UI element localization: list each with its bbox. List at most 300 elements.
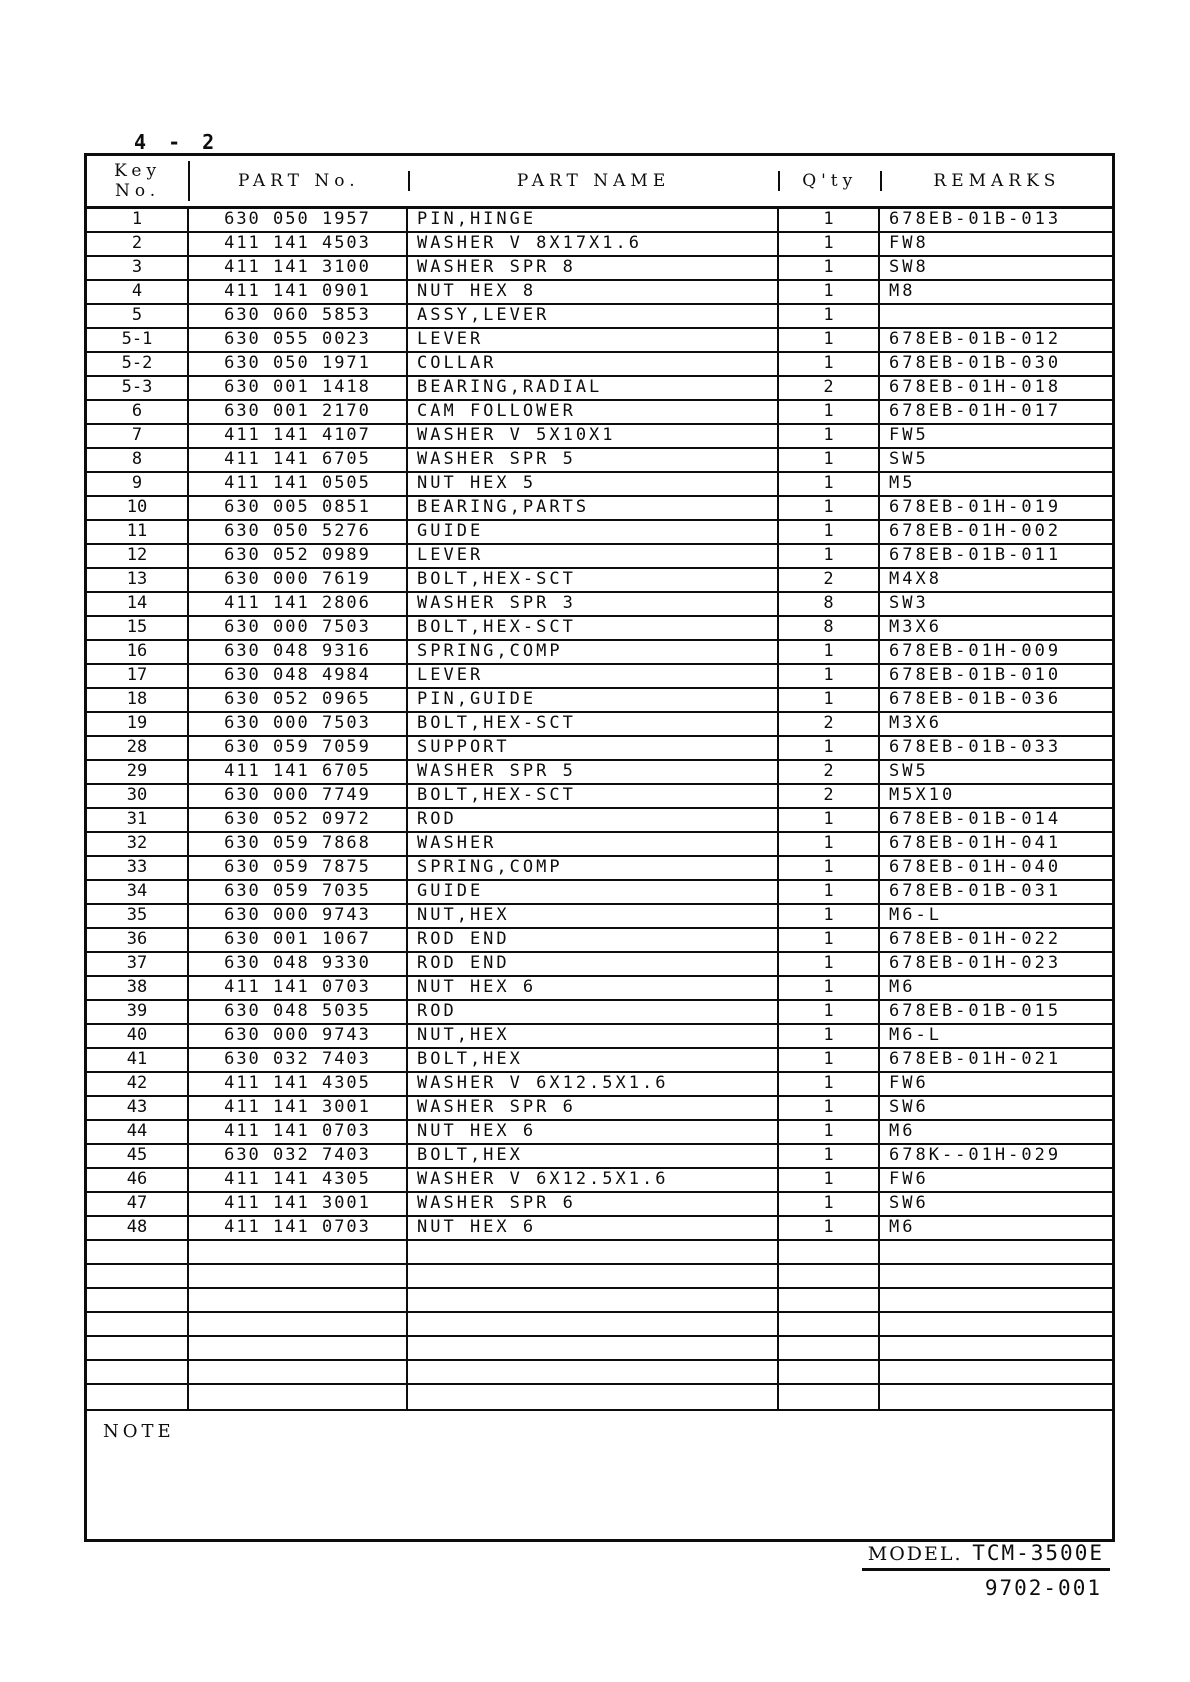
cell-empty xyxy=(189,1361,408,1383)
cell-part-name: PIN,HINGE xyxy=(408,209,779,231)
cell-part-name: ASSY,LEVER xyxy=(408,305,779,327)
cell-remarks: M5X10 xyxy=(889,785,956,805)
cell-key: 45 xyxy=(87,1145,189,1167)
cell-qty: 1 xyxy=(779,809,880,831)
cell-part-no: 630 048 9316 xyxy=(189,641,408,663)
cell-remarks: SW8 xyxy=(889,257,929,277)
cell-part-no: 411 141 4305 xyxy=(189,1169,408,1191)
cell-key: 5-3 xyxy=(87,377,189,399)
table-row-empty xyxy=(87,1265,1112,1289)
cell-key: 46 xyxy=(87,1169,189,1191)
cell-remarks: 678EB-01H-002 xyxy=(889,521,1062,541)
table-row xyxy=(87,353,1112,377)
cell-qty: 1 xyxy=(779,353,880,375)
cell-qty: 1 xyxy=(779,857,880,879)
cell-part-name: NUT,HEX xyxy=(408,905,779,927)
cell-part-name: WASHER SPR 5 xyxy=(408,449,779,471)
cell-remarks: 678EB-01B-010 xyxy=(889,665,1062,685)
cell-qty: 1 xyxy=(779,521,880,543)
cell-remarks: 678EB-01H-019 xyxy=(889,497,1062,517)
cell-key: 6 xyxy=(87,401,189,423)
cell-part-no: 630 000 7503 xyxy=(189,713,408,735)
table-row xyxy=(87,1217,1112,1241)
cell-qty: 1 xyxy=(779,1097,880,1119)
table-row xyxy=(87,857,1112,881)
cell-qty: 1 xyxy=(779,281,880,303)
cell-remarks: FW6 xyxy=(889,1169,929,1189)
cell-empty xyxy=(408,1361,779,1383)
cell-key: 44 xyxy=(87,1121,189,1143)
cell-empty xyxy=(189,1313,408,1335)
note-box xyxy=(87,1409,1112,1539)
cell-empty xyxy=(87,1385,189,1409)
table-row xyxy=(87,1001,1112,1025)
cell-key: 39 xyxy=(87,1001,189,1023)
cell-part-name: WASHER SPR 6 xyxy=(408,1193,779,1215)
cell-part-name: NUT,HEX xyxy=(408,1025,779,1047)
cell-remarks: 678EB-01H-009 xyxy=(889,641,1062,661)
cell-part-no: 630 005 0851 xyxy=(189,497,408,519)
cell-part-name: COLLAR xyxy=(408,353,779,375)
cell-qty: 1 xyxy=(779,1073,880,1095)
cell-part-no: 630 059 7035 xyxy=(189,881,408,903)
cell-remarks: SW6 xyxy=(889,1097,929,1117)
table-row xyxy=(87,257,1112,281)
table-row xyxy=(87,953,1112,977)
cell-empty xyxy=(189,1265,408,1287)
cell-remarks: 678EB-01B-015 xyxy=(889,1001,1062,1021)
cell-key: 11 xyxy=(87,521,189,543)
table-row-empty xyxy=(87,1313,1112,1337)
cell-qty: 2 xyxy=(779,569,880,591)
cell-part-no: 411 141 0703 xyxy=(189,977,408,999)
table-row xyxy=(87,689,1112,713)
cell-qty: 1 xyxy=(779,425,880,447)
cell-remarks: M6 xyxy=(889,1217,916,1237)
table-row xyxy=(87,665,1112,689)
cell-key: 28 xyxy=(87,737,189,759)
cell-part-no: 630 048 4984 xyxy=(189,665,408,687)
cell-remarks: 678EB-01H-018 xyxy=(889,377,1062,397)
cell-part-no: 630 048 9330 xyxy=(189,953,408,975)
cell-empty xyxy=(779,1337,880,1359)
cell-key: 30 xyxy=(87,785,189,807)
cell-empty xyxy=(87,1241,189,1263)
cell-empty xyxy=(880,1265,1112,1287)
table-row xyxy=(87,209,1112,233)
cell-key: 42 xyxy=(87,1073,189,1095)
header-remarks: REMARKS xyxy=(933,171,1061,191)
cell-empty xyxy=(87,1313,189,1335)
cell-part-no: 411 141 4305 xyxy=(189,1073,408,1095)
cell-empty xyxy=(779,1385,880,1409)
cell-qty: 2 xyxy=(779,785,880,807)
cell-part-name: ROD xyxy=(408,809,779,831)
cell-remarks: 678EB-01B-033 xyxy=(889,737,1062,757)
cell-key: 47 xyxy=(87,1193,189,1215)
cell-empty xyxy=(408,1337,779,1359)
cell-qty: 1 xyxy=(779,1217,880,1239)
cell-remarks: 678EB-01B-036 xyxy=(889,689,1062,709)
cell-qty: 1 xyxy=(779,401,880,423)
model-line xyxy=(862,1541,1110,1571)
cell-part-name: NUT HEX 6 xyxy=(408,1217,779,1239)
table-row-empty xyxy=(87,1241,1112,1265)
cell-part-no: 411 141 6705 xyxy=(189,761,408,783)
cell-part-no: 411 141 0703 xyxy=(189,1217,408,1239)
cell-key: 16 xyxy=(87,641,189,663)
cell-remarks xyxy=(880,305,1112,327)
cell-qty: 8 xyxy=(779,617,880,639)
cell-key: 5 xyxy=(87,305,189,327)
cell-part-name: WASHER V 6X12.5X1.6 xyxy=(408,1169,779,1191)
cell-empty xyxy=(779,1265,880,1287)
cell-remarks: 678EB-01H-017 xyxy=(889,401,1062,421)
cell-remarks: 678EB-01H-021 xyxy=(889,1049,1062,1069)
cell-key: 19 xyxy=(87,713,189,735)
table-row xyxy=(87,1193,1112,1217)
parts-table xyxy=(84,153,1115,1542)
table-row xyxy=(87,833,1112,857)
cell-part-no: 630 059 7868 xyxy=(189,833,408,855)
cell-part-name: BEARING,PARTS xyxy=(408,497,779,519)
cell-part-no: 630 052 0972 xyxy=(189,809,408,831)
table-row xyxy=(87,881,1112,905)
cell-qty: 1 xyxy=(779,305,880,327)
cell-qty: 1 xyxy=(779,665,880,687)
cell-qty: 2 xyxy=(779,377,880,399)
cell-key: 7 xyxy=(87,425,189,447)
table-row xyxy=(87,1049,1112,1073)
cell-part-name: LEVER xyxy=(408,329,779,351)
table-row xyxy=(87,497,1112,521)
cell-remarks: FW8 xyxy=(889,233,929,253)
cell-part-name: WASHER V 6X12.5X1.6 xyxy=(408,1073,779,1095)
cell-key: 33 xyxy=(87,857,189,879)
cell-key: 1 xyxy=(87,209,189,231)
cell-empty xyxy=(87,1361,189,1383)
cell-part-no: 630 001 1418 xyxy=(189,377,408,399)
cell-key: 5-2 xyxy=(87,353,189,375)
cell-key: 32 xyxy=(87,833,189,855)
cell-empty xyxy=(87,1265,189,1287)
cell-part-no: 630 048 5035 xyxy=(189,1001,408,1023)
cell-empty xyxy=(779,1241,880,1263)
cell-part-name: WASHER V 5X10X1 xyxy=(408,425,779,447)
cell-qty: 1 xyxy=(779,689,880,711)
table-row-empty xyxy=(87,1289,1112,1313)
cell-empty xyxy=(779,1361,880,1383)
cell-key: 40 xyxy=(87,1025,189,1047)
cell-key: 10 xyxy=(87,497,189,519)
cell-qty: 2 xyxy=(779,761,880,783)
cell-empty xyxy=(87,1337,189,1359)
cell-part-name: ROD END xyxy=(408,953,779,975)
cell-remarks: 678EB-01B-031 xyxy=(889,881,1062,901)
table-row xyxy=(87,569,1112,593)
cell-remarks: 678EB-01B-013 xyxy=(889,209,1062,229)
cell-part-name: BOLT,HEX-SCT xyxy=(408,569,779,591)
cell-remarks: M4X8 xyxy=(889,569,942,589)
cell-part-name: BOLT,HEX-SCT xyxy=(408,785,779,807)
cell-part-no: 411 141 3001 xyxy=(189,1193,408,1215)
cell-part-no: 411 141 2806 xyxy=(189,593,408,615)
cell-qty: 1 xyxy=(779,545,880,567)
cell-remarks: 678EB-01B-030 xyxy=(889,353,1062,373)
cell-key: 5-1 xyxy=(87,329,189,351)
cell-qty: 1 xyxy=(779,929,880,951)
cell-remarks: SW5 xyxy=(889,761,929,781)
cell-part-no: 630 032 7403 xyxy=(189,1145,408,1167)
cell-empty xyxy=(189,1337,408,1359)
table-header-row xyxy=(87,156,1112,209)
cell-part-name: WASHER SPR 6 xyxy=(408,1097,779,1119)
cell-empty xyxy=(408,1313,779,1335)
cell-part-no: 411 141 3100 xyxy=(189,257,408,279)
header-key-no: Key No. xyxy=(87,161,190,201)
cell-part-no: 630 032 7403 xyxy=(189,1049,408,1071)
table-row xyxy=(87,401,1112,425)
cell-part-name: BOLT,HEX xyxy=(408,1145,779,1167)
table-row-empty xyxy=(87,1361,1112,1385)
table-row xyxy=(87,1145,1112,1169)
cell-qty: 1 xyxy=(779,1049,880,1071)
cell-remarks: M6-L xyxy=(889,1025,942,1045)
cell-empty xyxy=(408,1265,779,1287)
cell-part-name: BEARING,RADIAL xyxy=(408,377,779,399)
cell-empty xyxy=(880,1289,1112,1311)
cell-qty: 1 xyxy=(779,257,880,279)
cell-key: 18 xyxy=(87,689,189,711)
cell-key: 4 xyxy=(87,281,189,303)
cell-part-no: 630 059 7875 xyxy=(189,857,408,879)
cell-part-no: 411 141 3001 xyxy=(189,1097,408,1119)
cell-part-name: PIN,GUIDE xyxy=(408,689,779,711)
cell-remarks: SW3 xyxy=(889,593,929,613)
cell-part-name: LEVER xyxy=(408,665,779,687)
table-row xyxy=(87,929,1112,953)
header-part-no: PART No. xyxy=(190,171,409,191)
cell-remarks: SW6 xyxy=(889,1193,929,1213)
cell-qty: 1 xyxy=(779,905,880,927)
cell-part-name: GUIDE xyxy=(408,881,779,903)
cell-empty xyxy=(880,1241,1112,1263)
cell-qty: 1 xyxy=(779,1193,880,1215)
cell-part-name: ROD xyxy=(408,1001,779,1023)
cell-part-name: WASHER xyxy=(408,833,779,855)
cell-key: 13 xyxy=(87,569,189,591)
header-qty: Q'ty xyxy=(780,171,882,191)
cell-part-no: 630 001 1067 xyxy=(189,929,408,951)
cell-part-no: 630 000 9743 xyxy=(189,1025,408,1047)
cell-key: 17 xyxy=(87,665,189,687)
cell-empty xyxy=(880,1337,1112,1359)
cell-part-no: 411 141 4107 xyxy=(189,425,408,447)
cell-part-name: NUT HEX 8 xyxy=(408,281,779,303)
cell-remarks: SW5 xyxy=(889,449,929,469)
cell-qty: 1 xyxy=(779,737,880,759)
table-row xyxy=(87,329,1112,353)
cell-empty xyxy=(880,1385,1112,1409)
cell-remarks: 678EB-01B-011 xyxy=(889,545,1062,565)
cell-empty xyxy=(189,1385,408,1409)
page-number: 4 - 2 xyxy=(134,130,220,154)
cell-qty: 1 xyxy=(779,881,880,903)
table-row xyxy=(87,521,1112,545)
cell-qty: 1 xyxy=(779,1025,880,1047)
cell-part-name: LEVER xyxy=(408,545,779,567)
cell-remarks: 678EB-01H-022 xyxy=(889,929,1062,949)
cell-part-no: 630 052 0965 xyxy=(189,689,408,711)
table-row xyxy=(87,233,1112,257)
cell-part-name: BOLT,HEX-SCT xyxy=(408,713,779,735)
cell-remarks: 678EB-01H-040 xyxy=(889,857,1062,877)
cell-qty: 1 xyxy=(779,473,880,495)
model-label: MODEL. xyxy=(867,1543,963,1565)
cell-empty xyxy=(880,1361,1112,1383)
cell-part-name: SUPPORT xyxy=(408,737,779,759)
cell-part-no: 630 050 1971 xyxy=(189,353,408,375)
table-row xyxy=(87,473,1112,497)
cell-part-name: WASHER SPR 3 xyxy=(408,593,779,615)
table-row xyxy=(87,425,1112,449)
cell-part-no: 630 050 1957 xyxy=(189,209,408,231)
cell-remarks: 678EB-01H-041 xyxy=(889,833,1062,853)
cell-key: 34 xyxy=(87,881,189,903)
cell-key: 37 xyxy=(87,953,189,975)
cell-key: 35 xyxy=(87,905,189,927)
header-part-name: PART NAME xyxy=(410,171,780,191)
cell-remarks: 678K--01H-029 xyxy=(889,1145,1062,1165)
table-row xyxy=(87,1121,1112,1145)
cell-part-no: 630 000 7503 xyxy=(189,617,408,639)
cell-qty: 1 xyxy=(779,977,880,999)
cell-qty: 1 xyxy=(779,233,880,255)
cell-remarks: FW6 xyxy=(889,1073,929,1093)
cell-part-name: SPRING,COMP xyxy=(408,641,779,663)
cell-part-no: 630 055 0023 xyxy=(189,329,408,351)
cell-empty xyxy=(189,1289,408,1311)
cell-empty xyxy=(408,1289,779,1311)
table-row xyxy=(87,305,1112,329)
table-row xyxy=(87,1025,1112,1049)
cell-empty xyxy=(779,1313,880,1335)
cell-key: 8 xyxy=(87,449,189,471)
cell-remarks: M3X6 xyxy=(889,713,942,733)
cell-key: 2 xyxy=(87,233,189,255)
cell-part-no: 630 000 7619 xyxy=(189,569,408,591)
cell-empty xyxy=(408,1385,779,1409)
table-row xyxy=(87,905,1112,929)
cell-part-name: WASHER SPR 8 xyxy=(408,257,779,279)
cell-part-no: 411 141 4503 xyxy=(189,233,408,255)
table-row xyxy=(87,713,1112,737)
table-row xyxy=(87,449,1112,473)
cell-part-no: 630 000 9743 xyxy=(189,905,408,927)
cell-part-no: 630 001 2170 xyxy=(189,401,408,423)
cell-remarks: 678EB-01B-014 xyxy=(889,809,1062,829)
cell-key: 36 xyxy=(87,929,189,951)
cell-part-name: BOLT,HEX-SCT xyxy=(408,617,779,639)
cell-part-name: NUT HEX 5 xyxy=(408,473,779,495)
cell-part-name: BOLT,HEX xyxy=(408,1049,779,1071)
table-body xyxy=(87,209,1112,1409)
cell-qty: 1 xyxy=(779,833,880,855)
table-row xyxy=(87,641,1112,665)
cell-part-no: 630 000 7749 xyxy=(189,785,408,807)
cell-part-name: NUT HEX 6 xyxy=(408,977,779,999)
cell-key: 12 xyxy=(87,545,189,567)
cell-qty: 1 xyxy=(779,1121,880,1143)
cell-qty: 1 xyxy=(779,953,880,975)
cell-qty: 2 xyxy=(779,713,880,735)
cell-part-no: 630 060 5853 xyxy=(189,305,408,327)
cell-part-name: GUIDE xyxy=(408,521,779,543)
cell-part-name: SPRING,COMP xyxy=(408,857,779,879)
doc-number: 9702-001 xyxy=(984,1576,1102,1600)
table-row-empty xyxy=(87,1385,1112,1409)
cell-empty xyxy=(408,1241,779,1263)
cell-qty: 8 xyxy=(779,593,880,615)
cell-remarks: 678EB-01H-023 xyxy=(889,953,1062,973)
table-row xyxy=(87,785,1112,809)
cell-part-no: 630 059 7059 xyxy=(189,737,408,759)
note-label: NOTE xyxy=(103,1421,175,1442)
cell-part-name: CAM FOLLOWER xyxy=(408,401,779,423)
cell-part-name: WASHER SPR 5 xyxy=(408,761,779,783)
cell-part-name: ROD END xyxy=(408,929,779,951)
cell-qty: 1 xyxy=(779,497,880,519)
table-row xyxy=(87,737,1112,761)
cell-part-no: 411 141 6705 xyxy=(189,449,408,471)
table-row-empty xyxy=(87,1337,1112,1361)
cell-key: 31 xyxy=(87,809,189,831)
cell-part-no: 411 141 0901 xyxy=(189,281,408,303)
cell-remarks: M6 xyxy=(889,1121,916,1141)
table-row xyxy=(87,1097,1112,1121)
cell-qty: 1 xyxy=(779,1145,880,1167)
cell-remarks: M5 xyxy=(889,473,916,493)
table-row xyxy=(87,377,1112,401)
cell-part-name: NUT HEX 6 xyxy=(408,1121,779,1143)
model-value: TCM-3500E xyxy=(972,1541,1104,1565)
cell-remarks: M6-L xyxy=(889,905,942,925)
table-row xyxy=(87,545,1112,569)
cell-empty xyxy=(189,1241,408,1263)
cell-remarks: FW5 xyxy=(889,425,929,445)
cell-empty xyxy=(87,1289,189,1311)
cell-part-no: 630 050 5276 xyxy=(189,521,408,543)
table-row xyxy=(87,281,1112,305)
cell-key: 41 xyxy=(87,1049,189,1071)
cell-part-name: WASHER V 8X17X1.6 xyxy=(408,233,779,255)
table-row xyxy=(87,1169,1112,1193)
cell-remarks: M6 xyxy=(889,977,916,997)
cell-part-no: 630 052 0989 xyxy=(189,545,408,567)
cell-empty xyxy=(880,1313,1112,1335)
cell-qty: 1 xyxy=(779,329,880,351)
cell-qty: 1 xyxy=(779,209,880,231)
cell-part-no: 411 141 0505 xyxy=(189,473,408,495)
cell-qty: 1 xyxy=(779,1001,880,1023)
cell-part-no: 411 141 0703 xyxy=(189,1121,408,1143)
cell-key: 38 xyxy=(87,977,189,999)
cell-key: 14 xyxy=(87,593,189,615)
cell-qty: 1 xyxy=(779,641,880,663)
table-row xyxy=(87,1073,1112,1097)
cell-qty: 1 xyxy=(779,449,880,471)
cell-remarks: M3X6 xyxy=(889,617,942,637)
